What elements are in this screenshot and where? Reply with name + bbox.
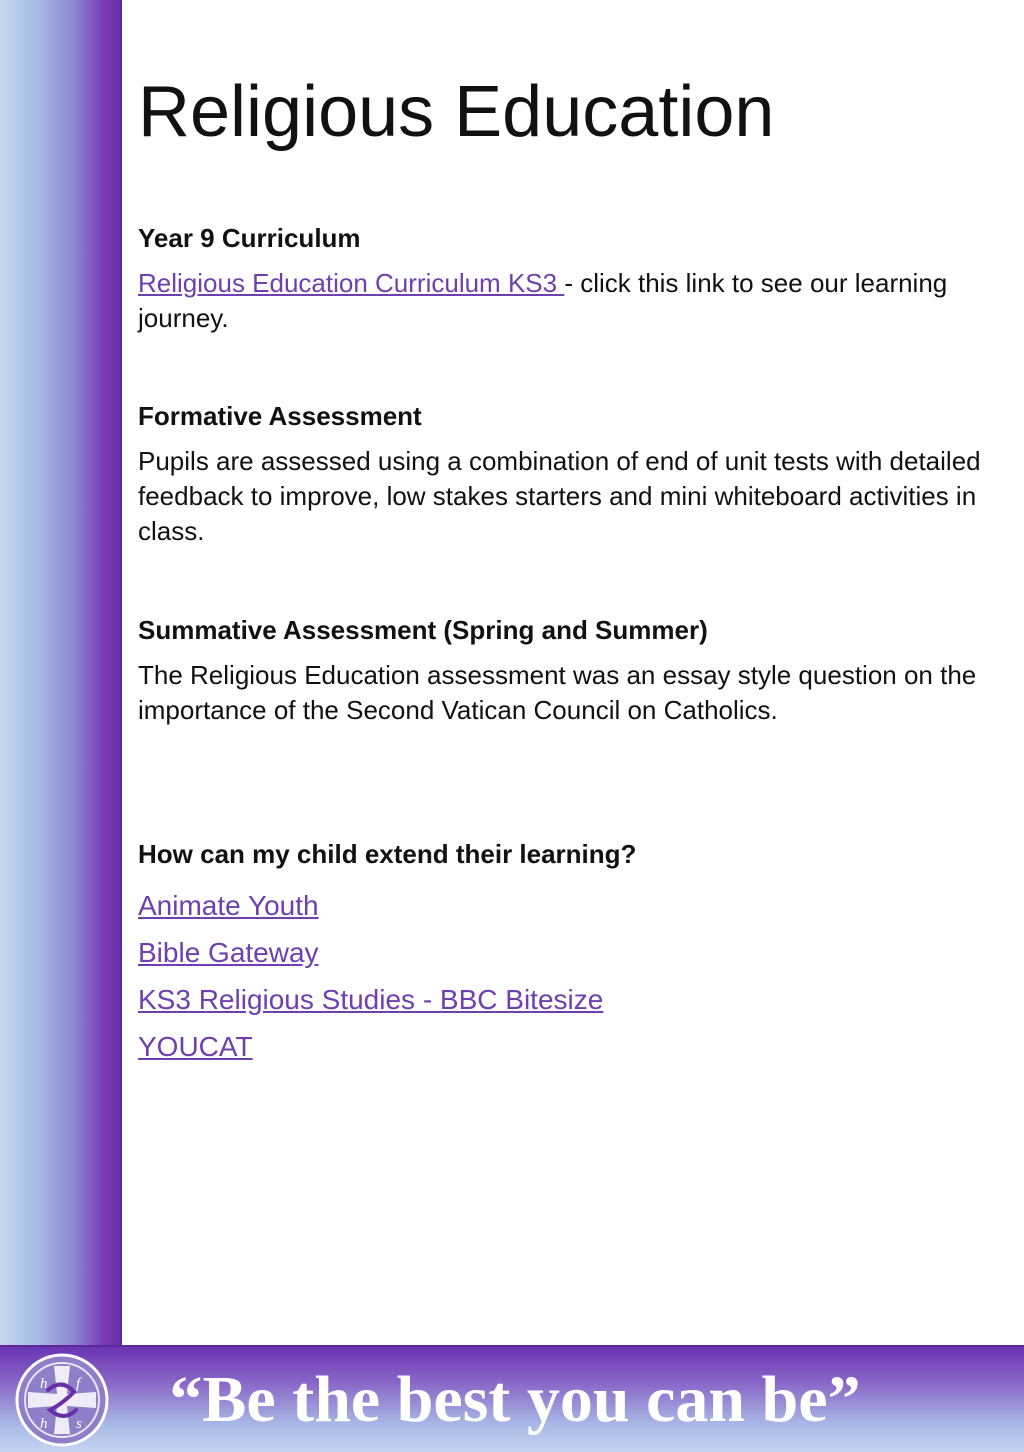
side-decorative-bar xyxy=(0,0,122,1345)
formative-section xyxy=(138,400,998,549)
page-title: Religious Education xyxy=(138,72,775,152)
extend-section xyxy=(138,838,998,870)
summative-section xyxy=(138,614,998,728)
extend-links xyxy=(138,882,603,1070)
summative-body: The Religious Education assessment was an essay style question on the importance of the Second Vatican Council on Catholics. xyxy=(138,660,977,725)
link-animate-youth[interactable]: Animate Youth xyxy=(138,890,319,921)
crest-letter-f: f xyxy=(76,1376,81,1392)
link-bbc-bitesize[interactable]: KS3 Religious Studies - BBC Bitesize xyxy=(138,984,604,1015)
crest-letter-h: h xyxy=(40,1376,48,1392)
school-motto: “Be the best you can be” xyxy=(169,1363,861,1436)
crest-letter-h2: h xyxy=(40,1416,48,1432)
curriculum-link[interactable]: Religious Education Curriculum KS3 xyxy=(138,268,565,298)
crest-letter-s: s xyxy=(76,1416,82,1432)
curriculum-link-description: - click this link to see our learning journey. xyxy=(138,268,948,333)
extend-heading: How can my child extend their learning? xyxy=(138,839,637,869)
formative-body: Pupils are assessed using a combination of end of unit tests with detailed feedback to improve, low stakes starters and mini whiteboard activities in class. xyxy=(138,446,981,546)
school-crest-icon xyxy=(14,1352,110,1448)
formative-heading: Formative Assessment xyxy=(138,401,422,431)
link-bible-gateway[interactable]: Bible Gateway xyxy=(138,937,319,968)
link-youcat[interactable]: YOUCAT xyxy=(138,1031,253,1062)
curriculum-section xyxy=(138,222,998,336)
curriculum-text xyxy=(138,266,998,336)
curriculum-heading: Year 9 Curriculum xyxy=(138,223,361,253)
summative-heading: Summative Assessment (Spring and Summer) xyxy=(138,615,708,645)
